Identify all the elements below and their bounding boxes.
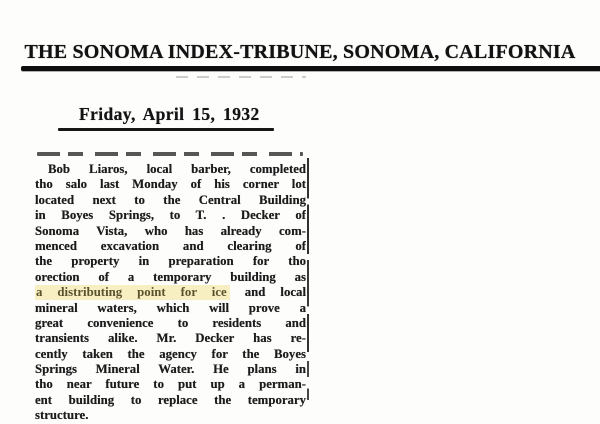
article-line bbox=[35, 347, 306, 362]
article-line-text: tho salo last Monday of his corner lot bbox=[35, 177, 306, 192]
article-line bbox=[35, 377, 306, 392]
masthead-title: THE SONOMA INDEX-TRIBUNE, SONOMA, CALIFORNIA bbox=[24, 41, 576, 63]
print-smudge-artifact bbox=[176, 76, 306, 78]
article-line-text: menced excavation and clearing of bbox=[35, 238, 306, 253]
column-divider-rule bbox=[307, 158, 309, 410]
masthead-rule bbox=[21, 66, 600, 71]
search-highlight: a distributing point for ice bbox=[35, 285, 230, 300]
article-line-text: cently taken the agency for the Boyes bbox=[35, 346, 306, 361]
article-line bbox=[35, 408, 306, 423]
article-line bbox=[35, 208, 306, 223]
article-line-text: ent building to replace the temporary bbox=[35, 392, 306, 407]
article-line bbox=[35, 362, 306, 377]
article-line bbox=[35, 270, 306, 285]
article-line-text: mineral waters, which will prove a bbox=[35, 300, 306, 315]
article-line bbox=[35, 177, 306, 192]
article-line-text: and local bbox=[229, 285, 306, 300]
article-line bbox=[35, 239, 306, 254]
article-line-text: orection of a temporary building as bbox=[35, 269, 306, 284]
article-line bbox=[35, 254, 306, 269]
article-line-text: located next to the Central Building bbox=[35, 192, 306, 207]
article-line-text: Bob Liaros, local barber, completed bbox=[48, 162, 306, 176]
article-line-text: the property in preparation for tho bbox=[35, 254, 306, 269]
article-line bbox=[35, 393, 306, 408]
article-line-text: structure. bbox=[35, 408, 89, 423]
article-line-text: transients alike. Mr. Decker has re- bbox=[35, 331, 306, 346]
article-line-text: Springs Mineral Water. He plans in bbox=[35, 362, 306, 377]
dateline-rule bbox=[58, 128, 274, 131]
article-line bbox=[35, 162, 306, 177]
article-line bbox=[35, 331, 306, 346]
article-line bbox=[35, 316, 306, 331]
article-line-text: tho near future to put up a perman- bbox=[35, 377, 306, 392]
article-line bbox=[35, 285, 306, 300]
cutoff-text-artifact bbox=[37, 152, 303, 156]
article-text bbox=[35, 162, 306, 424]
dateline: Friday, April 15, 1932 bbox=[79, 104, 260, 124]
article-line bbox=[35, 193, 306, 208]
article-line-text: in Boyes Springs, to T. . Decker of bbox=[35, 208, 306, 223]
article-line-text: great convenience to residents and bbox=[35, 315, 306, 330]
article-line bbox=[35, 301, 306, 316]
article-line-text: Sonoma Vista, who has already com- bbox=[35, 223, 306, 238]
article-line bbox=[35, 224, 306, 239]
